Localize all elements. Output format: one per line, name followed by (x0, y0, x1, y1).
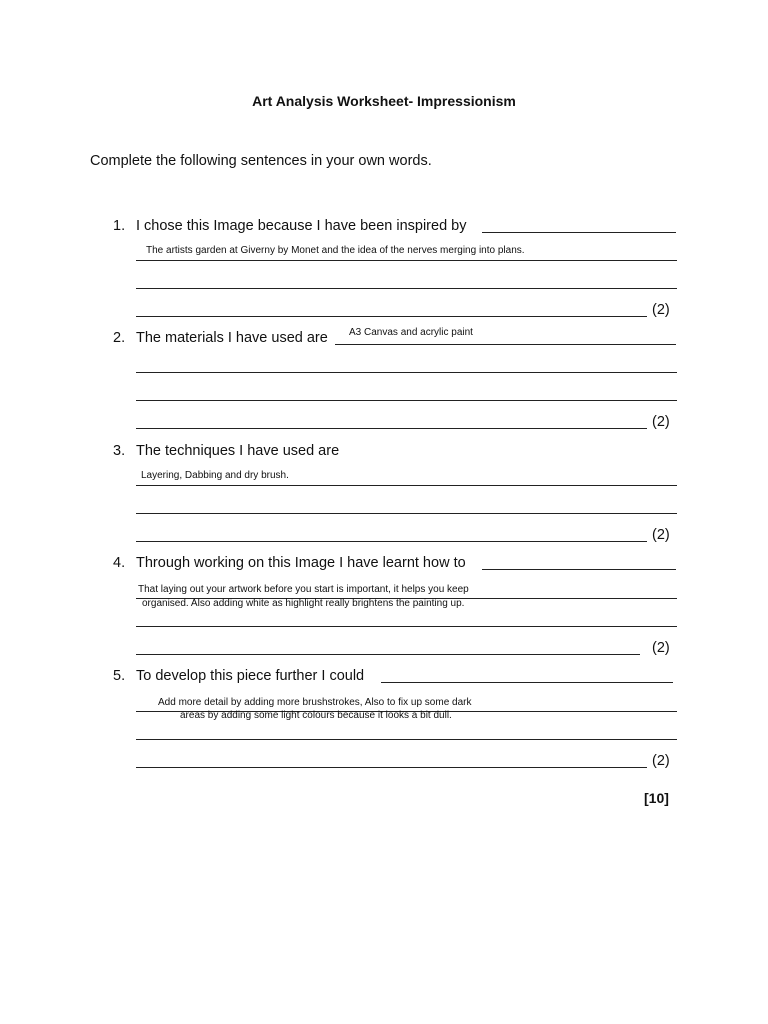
answer-line (136, 372, 677, 373)
question-prompt: Through working on this Image I have learnt how to (136, 555, 466, 571)
handwritten-answer: Add more detail by adding more brushstrokes, Also to fix up some dark (158, 697, 472, 708)
instructions: Complete the following sentences in your own words. (90, 153, 432, 169)
marks-label: (2) (652, 527, 670, 543)
answer-line (136, 316, 647, 317)
question-prompt: The techniques I have used are (136, 443, 340, 459)
marks-label: (2) (652, 414, 670, 430)
handwritten-answer: areas by adding some light colours because it looks a bit dull. (180, 710, 452, 721)
answer-line (136, 288, 677, 289)
total-marks: [10] (644, 790, 669, 806)
worksheet-title: Art Analysis Worksheet- Impressionism (252, 93, 516, 109)
question-number: 3. (113, 443, 126, 459)
answer-line (136, 767, 647, 768)
marks-label: (2) (652, 640, 670, 656)
answer-line (136, 541, 647, 542)
answer-line (381, 682, 673, 683)
question-prompt: I chose this Image because I have been inspired by (136, 218, 467, 234)
question-number: 2. (113, 330, 126, 346)
answer-line (136, 739, 677, 740)
handwritten-answer: A3 Canvas and acrylic paint (349, 327, 473, 338)
handwritten-answer: That laying out your artwork before you start is important, it helps you keep (138, 584, 469, 595)
answer-line (136, 626, 677, 627)
answer-line (136, 654, 640, 655)
answer-line (335, 344, 676, 345)
answer-line (482, 569, 676, 570)
answer-line (136, 260, 677, 261)
question-prompt: To develop this piece further I could (136, 668, 365, 684)
handwritten-answer: Layering, Dabbing and dry brush. (141, 470, 289, 481)
question-prompt: The materials I have used are (136, 330, 328, 346)
answer-line (482, 232, 676, 233)
question-number: 4. (113, 555, 126, 571)
answer-line (136, 485, 677, 486)
handwritten-answer: The artists garden at Giverny by Monet and the idea of the nerves merging into plans. (146, 245, 525, 256)
question-number: 5. (113, 668, 126, 684)
answer-line (136, 513, 677, 514)
question-number: 1. (113, 218, 126, 234)
answer-line (136, 428, 647, 429)
answer-line (136, 400, 677, 401)
handwritten-answer: organised. Also adding white as highlight really brightens the painting up. (142, 598, 465, 609)
marks-label: (2) (652, 302, 670, 318)
marks-label: (2) (652, 753, 670, 769)
